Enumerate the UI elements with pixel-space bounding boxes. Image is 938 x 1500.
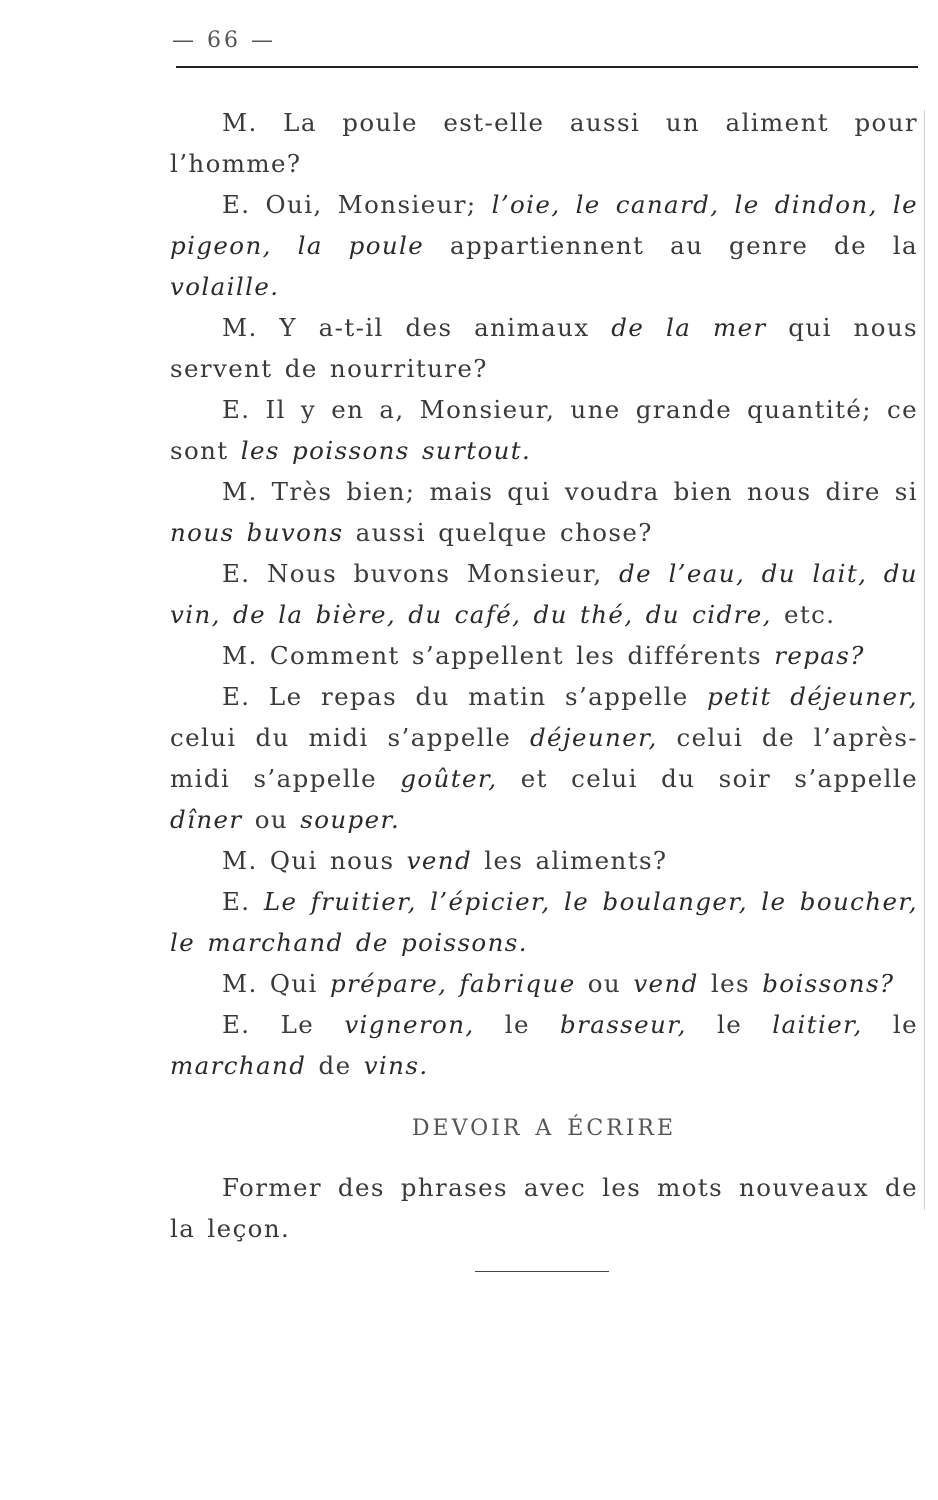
text-run: ou [575, 969, 634, 998]
page-edge-shadow [924, 110, 925, 1210]
text-run: le [686, 1010, 773, 1039]
dialogue-container [170, 102, 918, 1086]
italic-term: nous buvons [170, 518, 344, 547]
text-run: M. Qui nous [222, 846, 407, 875]
italic-term: dîner [170, 805, 243, 834]
italic-term: vend [633, 969, 699, 998]
text-run: les aliments? [472, 846, 668, 875]
text-run: M. Très bien; mais qui voudra bien nous dire si [222, 477, 918, 506]
text-run: celui du midi s’appelle [170, 723, 530, 752]
text-run: E. Il y en a, Monsieur, une grande quantité; ce sont [170, 395, 918, 465]
italic-term: brasseur, [560, 1010, 687, 1039]
italic-term: prépare, fabrique [329, 969, 576, 998]
dialogue-paragraph [170, 471, 918, 553]
italic-term: de l’eau, du lait, du vin, de la bière, du café, du thé, du cidre, [170, 559, 918, 629]
italic-term: Le fruitier, l’épicier, le boulanger, le boucher, le marchand de poissons. [170, 887, 918, 957]
dialogue-paragraph [170, 963, 918, 1004]
header-rule [176, 66, 918, 68]
text-run: etc. [771, 600, 836, 629]
dialogue-paragraph [170, 553, 918, 635]
dialogue-text [170, 102, 918, 1249]
italic-term: boissons? [762, 969, 895, 998]
text-run: M. Comment s’appellent les différents [222, 641, 775, 670]
text-run: E. Nous buvons Monsieur, [222, 559, 619, 588]
italic-term: petit déjeuner, [707, 682, 918, 711]
italic-term: marchand [170, 1051, 307, 1080]
italic-term: vigneron, [344, 1010, 475, 1039]
text-run: le [862, 1010, 918, 1039]
text-run: E. Le [222, 1010, 345, 1039]
italic-term: l’oie, le canard, le dindon, le pigeon, la poule [170, 190, 918, 260]
text-run: les [698, 969, 763, 998]
text-run: E. [222, 887, 264, 916]
italic-term: souper. [300, 805, 401, 834]
dialogue-paragraph [170, 102, 918, 184]
text-run: E. Le repas du matin s’appelle [222, 682, 708, 711]
text-run: M. Y a-t-il des animaux [222, 313, 612, 342]
italic-term: déjeuner, [529, 723, 658, 752]
italic-term: vend [406, 846, 473, 875]
text-run: aussi quelque chose? [343, 518, 653, 547]
exercise-title: DEVOIR A ÉCRIRE [411, 1116, 677, 1141]
text-run: qui nous servent de nourriture? [170, 313, 918, 383]
dialogue-paragraph [170, 184, 918, 307]
text-run: le [474, 1010, 560, 1039]
dialogue-paragraph [170, 881, 918, 963]
text-run: M. Qui [222, 969, 330, 998]
italic-term: laitier, [772, 1010, 863, 1039]
dialogue-paragraph [170, 635, 918, 676]
text-run: M. La poule est-elle aussi un aliment pour l’homme? [170, 108, 918, 178]
dialogue-paragraph [170, 1004, 918, 1086]
italic-term: les poissons surtout. [240, 436, 532, 465]
end-rule [475, 1271, 609, 1272]
text-run: et celui du soir s’appelle [497, 764, 918, 793]
italic-term: de la mer [611, 313, 767, 342]
text-run: appartiennent au genre de la [424, 231, 918, 260]
text-run: E. Oui, Monsieur; [222, 190, 492, 219]
text-run: de [306, 1051, 364, 1080]
dialogue-paragraph [170, 840, 918, 881]
text-run: celui de l’après-midi s’appelle [170, 723, 918, 793]
exercise-instruction: Former des phrases avec les mots nouveaux de la leçon. [170, 1173, 918, 1243]
page-number: — 66 — [172, 28, 276, 53]
dialogue-paragraph [170, 389, 918, 471]
dialogue-paragraph [170, 307, 918, 389]
text-run: ou [242, 805, 301, 834]
italic-term: volaille. [170, 272, 280, 301]
dialogue-paragraph [170, 676, 918, 840]
italic-term: vins. [363, 1051, 429, 1080]
italic-term: goûter, [400, 764, 498, 793]
italic-term: repas? [774, 641, 865, 670]
